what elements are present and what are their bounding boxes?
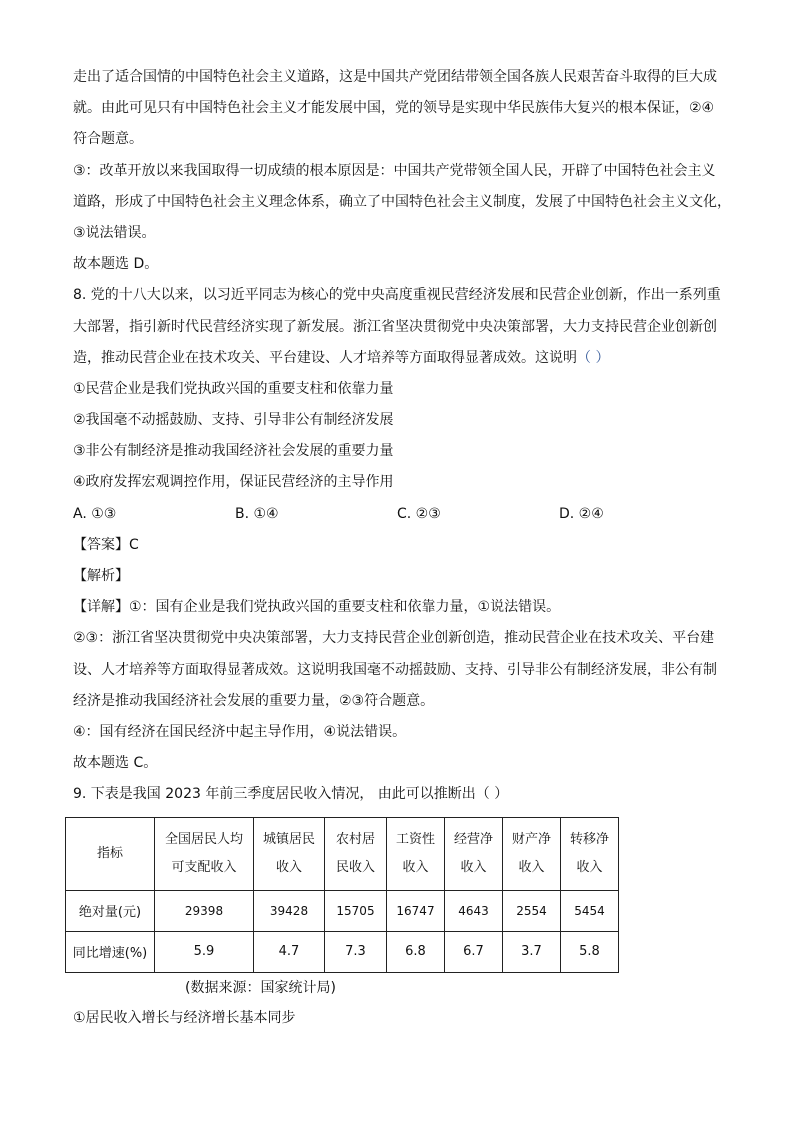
question-8-line: 8. 党的十八大以来，以习近平同志为核心的党中央高度重视民营经济发展和民营企业创新，作出一系列重 (73, 287, 721, 304)
answer-label: 【答案】 (73, 536, 129, 553)
table-cell: 16747 (387, 890, 445, 931)
table-cell: 4.7 (254, 931, 325, 972)
table-header-cell (325, 817, 387, 890)
text-line: 道路，形成了中国特色社会主义理念体系，确立了中国特色社会主义制度，发展了中国特色社会主义文化， (73, 193, 731, 210)
question-9-stem-text: 9. 下表是我国 2023 年前三季度居民收入情况， 由此可以推断出 (73, 786, 476, 803)
table-header-cell (254, 817, 325, 890)
detail-line: ②③：浙江省坚决贯彻党中央决策部署，大力支持民营企业创新创造，推动民营企业在技术攻关、平台建 (73, 630, 715, 647)
option-b: B. ①④ (235, 505, 279, 522)
option-c: C. ②③ (397, 505, 441, 522)
option-a: A. ①③ (73, 505, 117, 522)
table-header-cell (387, 817, 445, 890)
detail-line: 【详解】①：国有企业是我们党执政兴国的重要支柱和依靠力量，①说法错误。 (73, 599, 561, 616)
table-header-cell (503, 817, 561, 890)
table-cell: 39428 (254, 890, 325, 931)
text-line: 走出了适合国情的中国特色社会主义道路，这是中国共产党团结带领全国各族人民艰苦奋斗取得的巨大成 (73, 69, 717, 85)
question-8-stem-end: 造，推动民营企业在技术攻关、平台建设、人才培养等方面取得显著成效。这说明 (73, 349, 577, 366)
header-text: 收入 (460, 859, 487, 875)
text-line: ③说法错误。 (73, 224, 156, 241)
table-header-cell (561, 817, 619, 890)
table-cell: 6.8 (387, 931, 445, 972)
answer-bracket: （ ） (577, 349, 610, 366)
header-text: 工资性 (395, 831, 435, 847)
detail-line: ④：国有经济在国民经济中起主导作用，④说法错误。 (73, 723, 407, 740)
table-cell: 3.7 (503, 931, 561, 972)
table-cell: 2554 (503, 890, 561, 931)
table-header-cell (445, 817, 503, 890)
text-line: 故本题选 D。 (73, 256, 159, 273)
header-text: 财产净 (511, 831, 551, 847)
table-cell: 4643 (445, 890, 503, 931)
statement-item: ①居民收入增长与经济增长基本同步 (73, 1009, 296, 1026)
question-8-line (73, 343, 733, 374)
answer-value: C (129, 536, 139, 553)
detail-line: 故本题选 C。 (73, 755, 158, 772)
analysis-label: 【解析】 (73, 568, 129, 584)
statement-item: ④政府发挥宏观调控作用，保证民营经济的主导作用 (73, 474, 394, 491)
table-cell: 5.9 (155, 931, 254, 972)
text-line: 符合题意。 (73, 131, 143, 148)
question-9-stem (73, 779, 733, 810)
statement-item: ③非公有制经济是推动我国经济社会发展的重要力量 (73, 443, 394, 460)
header-text: 收入 (518, 859, 545, 875)
options-row (73, 499, 733, 530)
table-header-cell (155, 817, 254, 890)
header-text: 可支配收入 (171, 859, 237, 875)
table-cell: 7.3 (325, 931, 387, 972)
document-content (73, 62, 733, 1034)
detail-line: 设、人才培养等方面取得显著成效。这说明我国毫不动摇鼓励、支持、引导非公有制经济发展，非公有制 (73, 661, 717, 678)
header-text: 城镇居民 (262, 831, 315, 847)
option-d: D. ②④ (559, 505, 604, 522)
table-cell: 5.8 (561, 931, 619, 972)
header-text: 收入 (275, 859, 302, 875)
answer-line (73, 530, 733, 561)
table-cell: 29398 (155, 890, 254, 931)
table-row (66, 890, 619, 931)
table-cell: 5454 (561, 890, 619, 931)
header-text: 农村居 (335, 831, 375, 847)
income-table (65, 817, 619, 973)
table-cell: 绝对量(元) (66, 890, 155, 931)
question-8-line: 大部署，指引新时代民营经济实现了新发展。浙江省坚决贯彻党中央决策部署，大力支持民营企业创新创 (73, 318, 717, 335)
table-row (66, 931, 619, 972)
header-text: 经营净 (453, 831, 493, 847)
statement-item: ①民营企业是我们党执政兴国的重要支柱和依靠力量 (73, 380, 394, 397)
text-line: ③：改革开放以来我国取得一切成绩的根本原因是：中国共产党带领全国人民，开辟了中国特色社会主义 (73, 162, 716, 179)
header-text: 指标 (96, 845, 123, 861)
table-cell: 同比增速(%) (66, 931, 155, 972)
text-line: 就。由此可见只有中国特色社会主义才能发展中国，党的领导是实现中华民族伟大复兴的根本保证，②④ (73, 100, 715, 117)
table-cell: 15705 (325, 890, 387, 931)
header-text: 全国居民人均 (164, 831, 243, 847)
table-cell: 6.7 (445, 931, 503, 972)
statement-item: ②我国毫不动摇鼓励、支持、引导非公有制经济发展 (73, 412, 394, 429)
header-text: 收入 (402, 859, 429, 875)
data-source-note: (数据来源：国家统计局) (185, 979, 336, 996)
table-header-row (66, 817, 619, 890)
header-text: 转移净 (569, 831, 609, 847)
answer-bracket: （ ） (475, 786, 509, 803)
detail-line: 经济是推动我国经济社会发展的重要力量，②③符合题意。 (73, 692, 435, 709)
table-header-cell (66, 817, 155, 890)
header-text: 收入 (576, 859, 603, 875)
header-text: 民收入 (335, 859, 375, 875)
